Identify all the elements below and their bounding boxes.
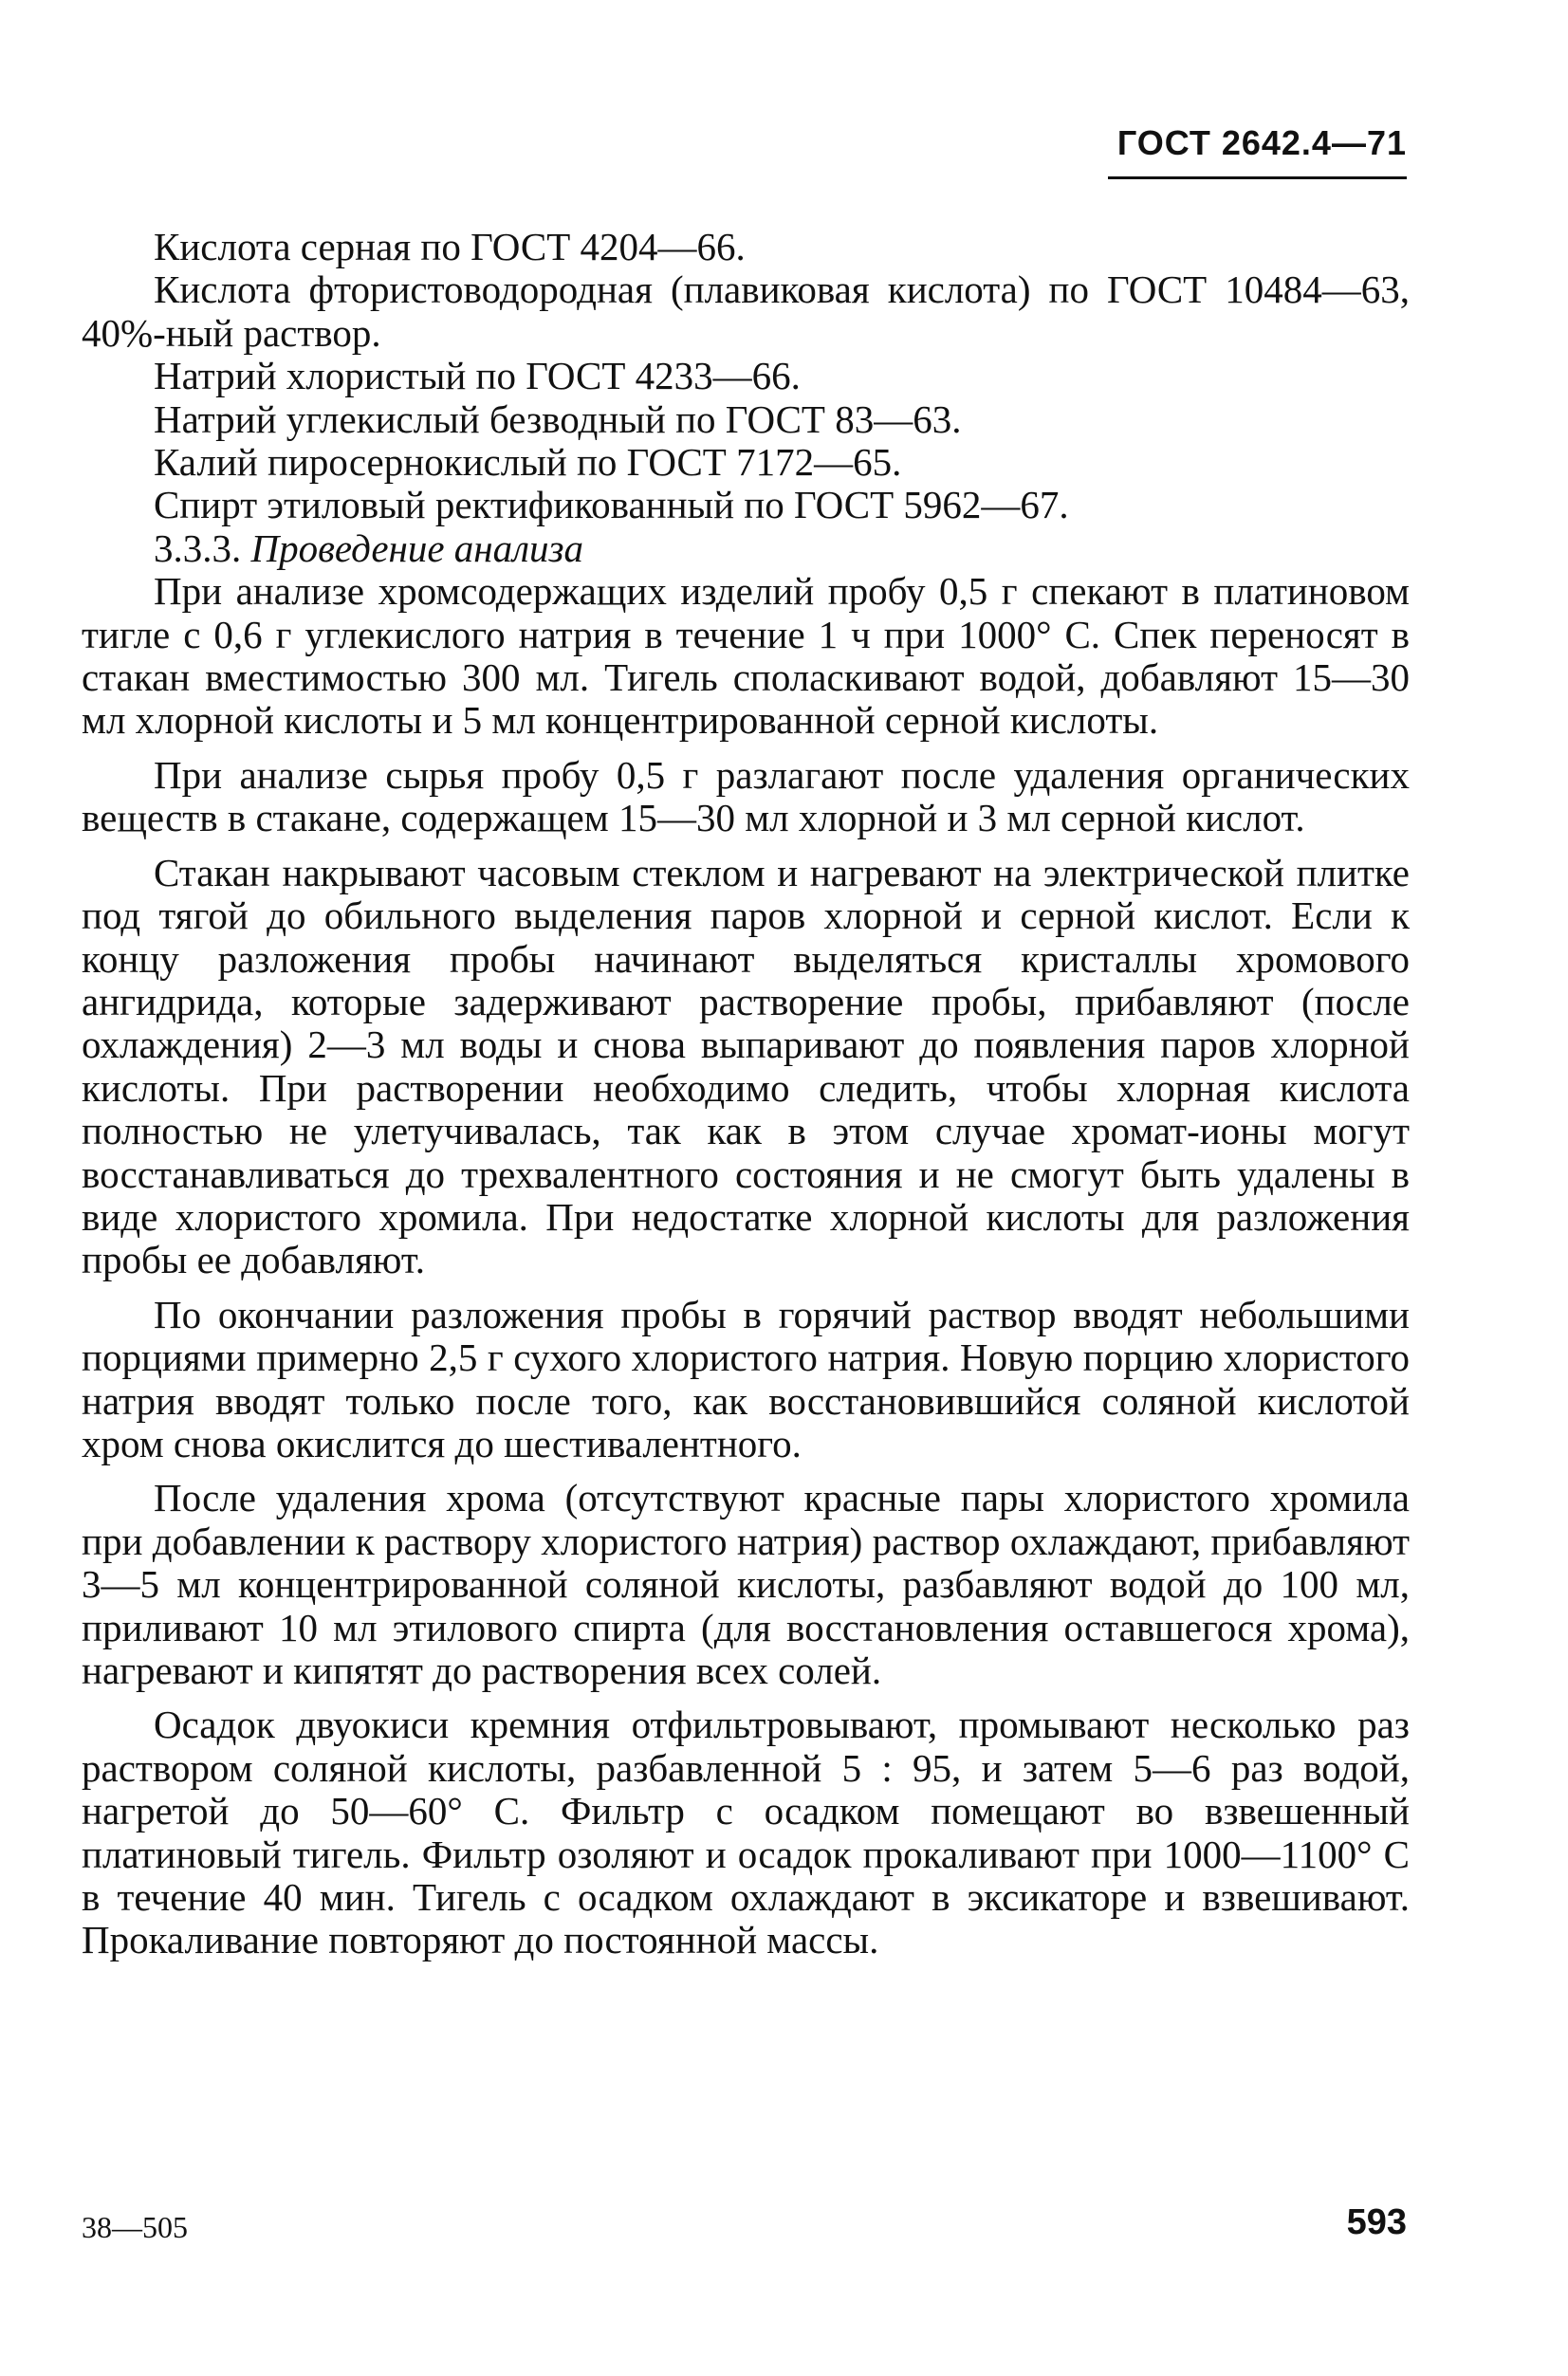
section-title: Проведение анализа bbox=[250, 525, 584, 570]
document-header: ГОСТ 2642.4—71 bbox=[1116, 123, 1407, 162]
paragraph: При анализе хромсодержащих изделий пробу 0,5 г спекают в платиновом тигле с 0,6 г углекислого натрия в течение 1 ч при 1000° С. Спек переносят в стакан вместимостью 300 мл. Тигель споласкивают водой, добавляют 15—30 мл хлорной кислоты и 5 мл концентрированной серной кислоты. bbox=[82, 569, 1410, 743]
reagent-line: Кислота фтористоводородная (плавиковая кислота) по ГОСТ 10484—63, 40%-ный раствор. bbox=[82, 267, 1410, 355]
reagent-line: Натрий хлористый по ГОСТ 4233—66. bbox=[154, 354, 801, 398]
print-signature: 38—505 bbox=[82, 2210, 188, 2244]
reagent-line: Спирт этиловый ректификованный по ГОСТ 5962—67. bbox=[154, 483, 1069, 527]
section-heading bbox=[82, 527, 1410, 570]
reagent-line: Кислота серная по ГОСТ 4204—66. bbox=[154, 225, 746, 268]
reagent-line: Натрий углекислый безводный по ГОСТ 83—63. bbox=[154, 396, 962, 441]
paragraph: После удаления хрома (отсутствуют красные пары хлористого хромила при добавлении к раствору хлористого натрия) раствор охлаждают, прибавляют 3—5 мл концентрированной соляной кислоты, разбавляют водой до 100 мл, приливают 10 мл этилового спирта (для восстановления оставшегося хрома), нагревают и кипятят до растворения всех солей. bbox=[82, 1476, 1410, 1692]
page-number: 593 bbox=[1346, 2202, 1407, 2242]
paragraph: При анализе сырья пробу 0,5 г разлагают после удаления органических веществ в стакане, содержащем 15—30 мл хлорной и 3 мл серной кислот. bbox=[82, 752, 1410, 840]
reagent-line: Калий пиросернокислый по ГОСТ 7172—65. bbox=[154, 440, 902, 485]
document-body bbox=[82, 226, 1410, 1962]
paragraph: По окончании разложения пробы в горячий раствор вводят небольшими порциями примерно 2,5 г сухого хлористого натрия. Новую порцию хлористого натрия вводят только после того, как восстановившийся соляной кислотой хром снова окислится до шестивалентного. bbox=[82, 1292, 1410, 1465]
header-rule bbox=[1108, 176, 1407, 179]
paragraph: Осадок двуокиси кремния отфильтровывают, промывают несколько раз раствором соляной кислоты, разбавленной 5 : 95, и затем 5—6 раз водой, нагретой до 50—60° С. Фильтр с осадком помещают во взвешенный платиновый тигель. Фильтр озоляют и осадок прокаливают при 1000—1100° С в течение 40 мин. Тигель с осадком охлаждают в эксикаторе и взвешивают. Прокаливание повторяют до постоянной массы. bbox=[82, 1703, 1410, 1962]
section-number: 3.3.3. bbox=[154, 525, 242, 570]
paragraph: Стакан накрывают часовым стеклом и нагревают на электрической плитке под тягой до обильного выделения паров хлорной и серной кислот. Если к концу разложения пробы начинают выделяться кристаллы хромового ангидрида, которые задерживают растворение пробы, прибавляют (после охлаждения) 2—3 мл воды и снова выпаривают до появления паров хлорной кислоты. При растворении необходимо следить, чтобы хлорная кислота полностью не улетучивалась, так как в этом случае хромат-ионы могут восстанавливаться до трехвалентного состояния и не смогут быть удалены в виде хлористого хромила. При недостатке хлорной кислоты для разложения пробы ее добавляют. bbox=[82, 850, 1410, 1282]
